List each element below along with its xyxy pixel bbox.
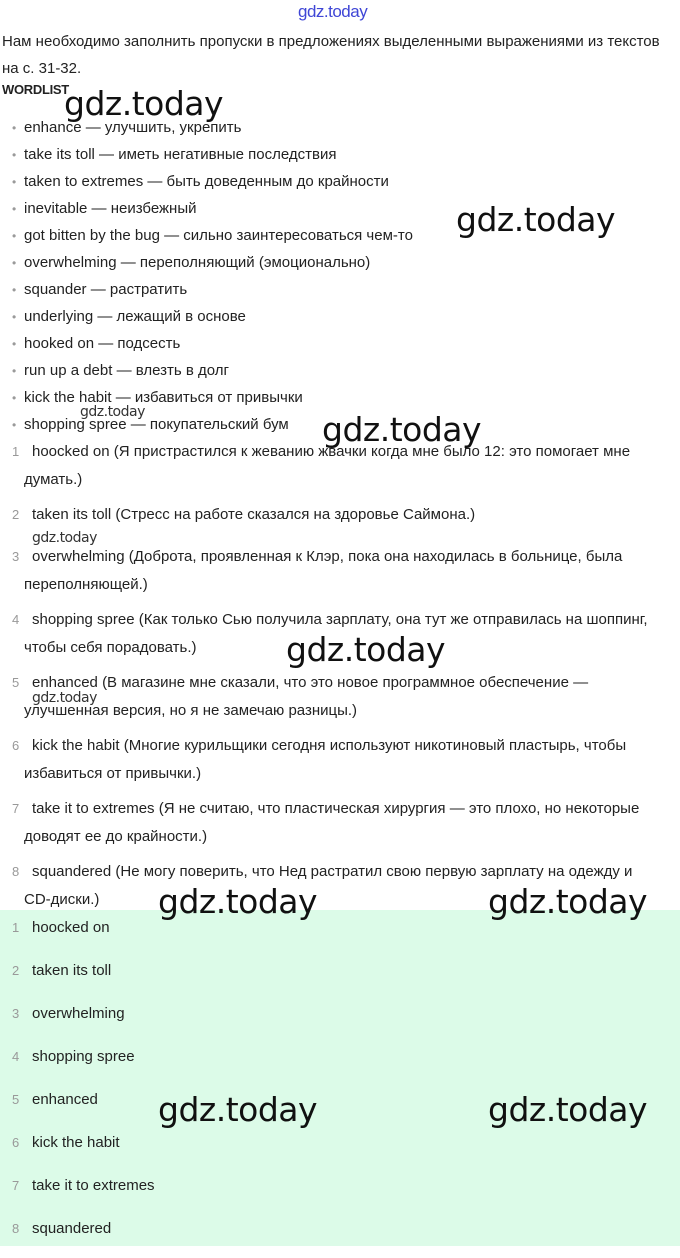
wordlist-item: • enhance — улучшить, укрепить (12, 114, 413, 141)
answer-list (0, 438, 680, 921)
watermark: gdz.today (488, 882, 648, 921)
short-answer-item: 3 overwhelming (0, 1000, 179, 1043)
wordlist-item: • taken to extremes — быть доведенным до крайности (12, 168, 413, 195)
watermark: gdz.today (158, 882, 318, 921)
watermark: gdz.today (286, 630, 446, 669)
short-answer-list (0, 914, 179, 1258)
watermark: gdz.today (322, 410, 482, 449)
answer-number: 2 (12, 963, 20, 978)
wordlist-item: • inevitable — неизбежный (12, 195, 413, 222)
bullet-icon: • (12, 121, 17, 135)
answer-number: 3 (12, 549, 20, 564)
answer-item: 3 overwhelming (Доброта, проявленная к Клэр, пока она находилась в больнице, была переполняющей.) (0, 543, 680, 606)
answer-item: 2 taken its toll (Стресс на работе сказался на здоровье Саймона.) (0, 501, 680, 543)
watermark: gdz.today (158, 1090, 318, 1129)
site-logo[interactable]: gdz.today (298, 2, 368, 21)
bullet-icon: • (12, 364, 17, 378)
watermark: gdz.today (32, 530, 97, 546)
bullet-icon: • (12, 337, 17, 351)
wordlist-item: • hooked on — подсесть (12, 330, 413, 357)
answer-number: 8 (12, 1221, 20, 1236)
watermark: gdz.today (64, 84, 224, 123)
watermark: gdz.today (456, 200, 616, 239)
short-answer-item: 2 taken its toll (0, 957, 179, 1000)
bullet-icon: • (12, 148, 17, 162)
answer-number: 5 (12, 675, 20, 690)
answer-item: 5 enhanced (В магазине мне сказали, что это новое программное обеспечение — улучшенная версия, но я не замечаю разницы.) (0, 669, 680, 732)
bullet-icon: • (12, 310, 17, 324)
bullet-icon: • (12, 175, 17, 189)
answer-item: 6 kick the habit (Многие курильщики сегодня используют никотиновый пластырь, чтобы избавиться от привычки.) (0, 732, 680, 795)
bullet-icon: • (12, 202, 17, 216)
wordlist-item: • squander — растратить (12, 276, 413, 303)
wordlist-item: • shopping spree — покупательский бум (12, 411, 413, 438)
short-answer-item: 1 hoocked on (0, 914, 179, 957)
answer-item: 8 squandered (Не могу поверить, что Нед растратил свою первую зарплату на одежду и CD-диски.) (0, 858, 680, 921)
answer-number: 2 (12, 507, 20, 522)
wordlist-item: • got bitten by the bug — сильно заинтересоваться чем-то (12, 222, 413, 249)
answer-item: 7 take it to extremes (Я не считаю, что пластическая хирургия — это плохо, но некоторые доводят ее до крайности.) (0, 795, 680, 858)
answer-number: 1 (12, 444, 20, 459)
answer-number: 7 (12, 801, 20, 816)
watermark: gdz.today (32, 690, 97, 706)
bullet-icon: • (12, 256, 17, 270)
short-answer-panel (0, 910, 680, 1246)
short-answer-item: 5 enhanced (0, 1086, 179, 1129)
wordlist-item: • overwhelming — переполняющий (эмоционально) (12, 249, 413, 276)
answer-number: 6 (12, 738, 20, 753)
wordlist-title: WORDLIST (2, 82, 69, 97)
short-answer-item: 8 squandered (0, 1215, 179, 1258)
bullet-icon: • (12, 229, 17, 243)
wordlist (12, 114, 413, 438)
answer-number: 8 (12, 864, 20, 879)
wordlist-item: • underlying — лежащий в основе (12, 303, 413, 330)
task-intro: Нам необходимо заполнить пропуски в предложениях выделенными выражениями из текстов на с. 31-32. (2, 33, 660, 77)
answer-item: 4 shopping spree (Как только Сью получила зарплату, она тут же отправилась на шоппинг, чтобы себя порадовать.) (0, 606, 680, 669)
answer-number: 1 (12, 920, 20, 935)
bullet-icon: • (12, 418, 17, 432)
answer-number: 4 (12, 612, 20, 627)
short-answer-item: 7 take it to extremes (0, 1172, 179, 1215)
wordlist-item: • run up a debt — влезть в долг (12, 357, 413, 384)
answer-number: 6 (12, 1135, 20, 1150)
bullet-icon: • (12, 391, 17, 405)
short-answer-item: 6 kick the habit (0, 1129, 179, 1172)
answer-number: 4 (12, 1049, 20, 1064)
watermark: gdz.today (488, 1090, 648, 1129)
wordlist-item: • kick the habit — избавиться от привычки (12, 384, 413, 411)
answer-number: 7 (12, 1178, 20, 1193)
answer-number: 3 (12, 1006, 20, 1021)
watermark: gdz.today (80, 404, 145, 420)
answer-number: 5 (12, 1092, 20, 1107)
wordlist-item: • take its toll — иметь негативные последствия (12, 141, 413, 168)
short-answer-item: 4 shopping spree (0, 1043, 179, 1086)
bullet-icon: • (12, 283, 17, 297)
answer-item: 1 hoocked on (Я пристрастился к жеванию жвачки когда мне было 12: это помогает мне думать.) (0, 438, 680, 501)
